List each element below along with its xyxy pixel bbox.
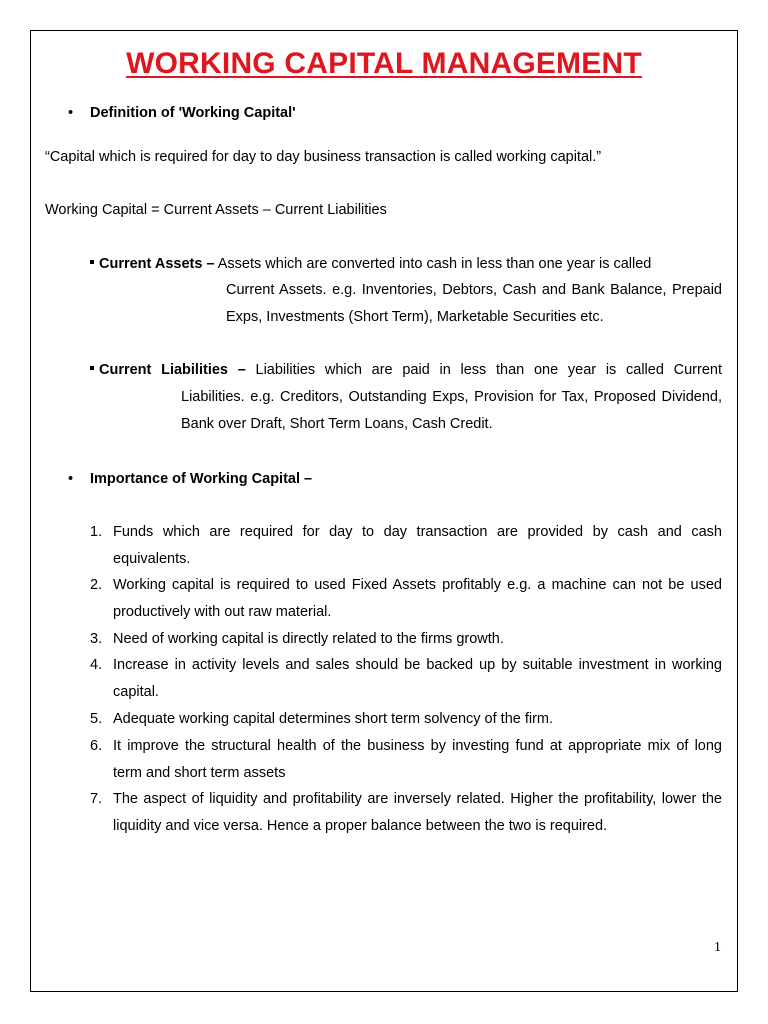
- definition-quote: “Capital which is required for day to day business transaction is called working capital.”: [45, 149, 602, 165]
- bullet-dot: •: [68, 105, 74, 121]
- list-item: It improve the structural health of the business by investing fund at appropriate mix of long term and short term assets: [113, 738, 722, 781]
- current-liabilities-line: [90, 357, 722, 384]
- square-bullet: [90, 366, 94, 370]
- list-number: 1.: [90, 524, 103, 540]
- list-item: Funds which are required for day to day transaction are provided by cash and cash equivalents.: [113, 524, 722, 567]
- list-number: 7.: [90, 791, 103, 807]
- definition-heading: Definition of 'Working Capital': [90, 105, 296, 121]
- list-item: The aspect of liquidity and profitability are inversely related. Higher the profitability, lower the liquidity and vice versa. Hence a proper balance between the two is required.: [113, 791, 722, 834]
- list-number: 6.: [90, 738, 103, 754]
- bullet-dot: •: [68, 471, 74, 487]
- current-liabilities-continuation: Liabilities. e.g. Creditors, Outstanding Exps, Provision for Tax, Proposed Dividend, Bank over Draft, Short Term Loans, Cash Credit.: [181, 389, 722, 432]
- list-item: Working capital is required to used Fixed Assets profitably e.g. a machine can not be used productively with out raw material.: [113, 577, 722, 620]
- list-item: Need of working capital is directly related to the firms growth.: [113, 631, 504, 647]
- list-number: 2.: [90, 577, 103, 593]
- page-border: [30, 30, 738, 992]
- page-number: 1: [714, 940, 721, 955]
- formula-text: Working Capital = Current Assets – Current Liabilities: [45, 202, 387, 218]
- list-number: 4.: [90, 657, 103, 673]
- current-assets-line: [90, 251, 722, 278]
- list-item: Adequate working capital determines short term solvency of the firm.: [113, 711, 554, 727]
- list-number: 5.: [90, 711, 103, 727]
- current-liabilities-term: Current Liabilities –: [99, 362, 246, 378]
- current-assets-continuation: Current Assets. e.g. Inventories, Debtors, Cash and Bank Balance, Prepaid Exps, Investments (Short Term), Marketable Securities etc.: [226, 282, 722, 325]
- current-liabilities-line1: Liabilities which are paid in less than one year is called Current: [255, 362, 722, 378]
- list-number: 3.: [90, 631, 103, 647]
- document-title: WORKING CAPITAL MANAGEMENT: [126, 47, 642, 80]
- square-bullet: [90, 260, 94, 264]
- list-item: Increase in activity levels and sales should be backed up by suitable investment in working capital.: [113, 657, 722, 700]
- importance-heading: Importance of Working Capital –: [90, 471, 313, 487]
- current-assets-line1: Assets which are converted into cash in less than one year is called: [217, 256, 652, 272]
- current-assets-term: Current Assets –: [99, 256, 215, 272]
